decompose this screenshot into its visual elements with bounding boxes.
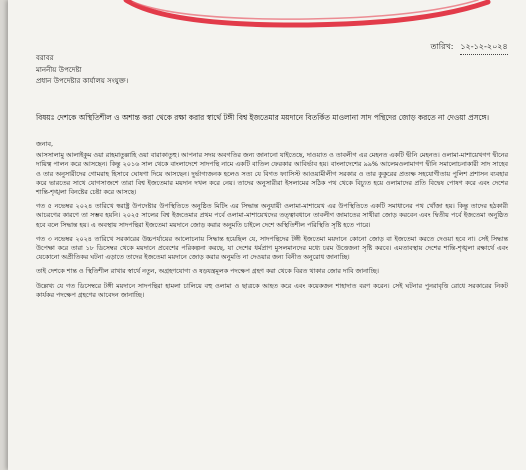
body-paragraph: উল্লেখ্য যে গত ডিসেম্বরে টঙ্গী ময়দানে সাদপন্থিরা হামলা চালিয়ে বহু ওলামা ও ছাত্রকে আহত করে এবং কয়েকজন শাহাদাত বরণ করেন। সেই ঘটনার পুনরাবৃত্তি রোধে সরকারের নিকট কার্যকর পদক্ষেপ গ্রহণের আবেদন জানাচ্ছি। — [36, 281, 508, 299]
address-line: প্রধান উপদেষ্টার কার্যালয় সংযুক্ত। — [36, 77, 129, 85]
salutation: জনাব, — [36, 140, 53, 148]
date-value: ১২-১২-২০২৪ — [460, 41, 508, 55]
address-line: বরাবর — [36, 54, 54, 62]
body-paragraph: গত ৩ নভেম্বর ২০২৪ তারিখে সরকারের উচ্চপর্যায়ের আলোচনায় সিদ্ধান্ত হয়েছিল যে, সাদপন্থিদের টঙ্গী ইজতেমা ময়দানে কোনো জোড় বা ইজতেমা করতে দেওয়া হবে না। সেই সিদ্ধান্ত উপেক্ষা করে তারা ১৮ ডিসেম্বর থেকে ময়দানে প্রবেশের পরিকল্পনা করছে, যা দেশের ধর্মপ্রাণ মুসলমানদের মধ্যে চরম উত্তেজনা সৃষ্টি করবে। এমতাবস্থায় দেশের শান্তি-শৃঙ্খলা রক্ষার্থে এবং যেকোনো অপ্রীতিকর ঘটনা এড়াতে তাদের ইজতেমা ময়দানে জোড় করার অনুমতি না দেওয়ার জন্য বিনীত অনুরোধ জানাচ্ছি। — [36, 234, 508, 262]
date-row — [430, 41, 508, 55]
body-paragraph: আসসালামু আলাইকুম ওয়া রাহমাতুল্লাহি ওয়া বারাকাতুহু। আপনার সদয় অবগতির জন্য জানানো যাইতেছে, দাওয়াত ও তাবলীগ এর মেহনত একটি দ্বীনি মেহনত। ওলামা-মাশায়েখগণ দ্বীনের দায়িত্ব পালন করে আসছেন। কিন্তু ২০১৬ সাল থেকে বাংলাদেশে সাদপন্থি নামে একটি বাতিল ফেরকার আবির্ভাব হয়। বাংলাদেশের ৯৯% আলেমওলামাগণ দ্বীনি সমালোচনাকারী সাদ সাহেব ও তার অনুসারীদের গোমরাহ হিসাবে ঘোষণা দিয়ে আসছেন। দুর্ভাগ্যজনক হলেও সত্য যে বিগত ফ্যাসিস্ট আওয়ামীলীগ সরকার ও তার কুকুরের প্রত্যক্ষ সহযোগীতায় পুলিশ প্রশাসন ব্যবহার করে ভারতের সাথে যোগসাজশে তারা বিশ্ব ইজতেমার ময়দান দখল করে নেয়। তাদের অনুসারীরা ইসলামের সঠিক পথ থেকে বিচ্যুত হয়ে ওলামাদের প্রতি বিদ্বেষ পোষণ করে এবং দেশের শান্তি-শৃঙ্খলা বিনষ্টের চেষ্টা করে আসছে। — [36, 151, 508, 197]
body-paragraph: গত ৫ নভেম্বর ২০২৪ তারিখে স্বরাষ্ট্র উপদেষ্টার উপস্থিতিতে অনুষ্ঠিত মিটিং এর সিদ্ধান্ত অনুযায়ী ওলামা-মাশায়েখ এর উপস্থিতিতে একটি সমাধানের পথ খোঁজা হয়। কিন্তু তাদের হঠকারী আচরণের কারণে তা সম্ভব হয়নি। ২০২৫ সালের বিশ্ব ইজতেমার প্রথম পর্বে ওলামা-মাশায়েখদের তত্ত্বাবধানে তাবলীগ জামাতের সাথীরা জোড় করবেন এবং দ্বিতীয় পর্বে ইজতেমা অনুষ্ঠিত হবে বলে সিদ্ধান্ত হয়। এ অবস্থায় সাদপন্থিরা ইজতেমা ময়দানে জোড় করার অনুমতি চাইলে দেশে অস্থিতিশীল পরিস্থিতি সৃষ্টি হতে পারে। — [36, 202, 508, 229]
letter-subject: বিষয়ঃ দেশকে অস্থিতিশীল ও অশান্ত করা থেকে রক্ষা করার স্বার্থে টঙ্গী বিশ্ব ইজতেমার ময়দানে বিতর্কিত মাওলানা সাদ পন্থিদের জোড় করতে না দেওয়া প্রসঙ্গে। — [36, 113, 490, 122]
body-paragraph: তাই দেশকে শান্ত ও স্থিতিশীল রাখার স্বার্থে নতুন, অগ্রহণযোগ্য ও ষড়যন্ত্রমূলক পদক্ষেপ গ্রহণ করা থেকে বিরত থাকার জোর দাবি জানাচ্ছি। — [36, 267, 379, 276]
address-line: মাননীয় উপদেষ্টা — [36, 65, 82, 74]
letter-body — [36, 140, 508, 305]
letter-page — [8, 0, 526, 470]
red-pen-mark — [8, 0, 526, 40]
recipient-address — [36, 53, 128, 88]
date-label: তারিখ: — [430, 42, 454, 51]
